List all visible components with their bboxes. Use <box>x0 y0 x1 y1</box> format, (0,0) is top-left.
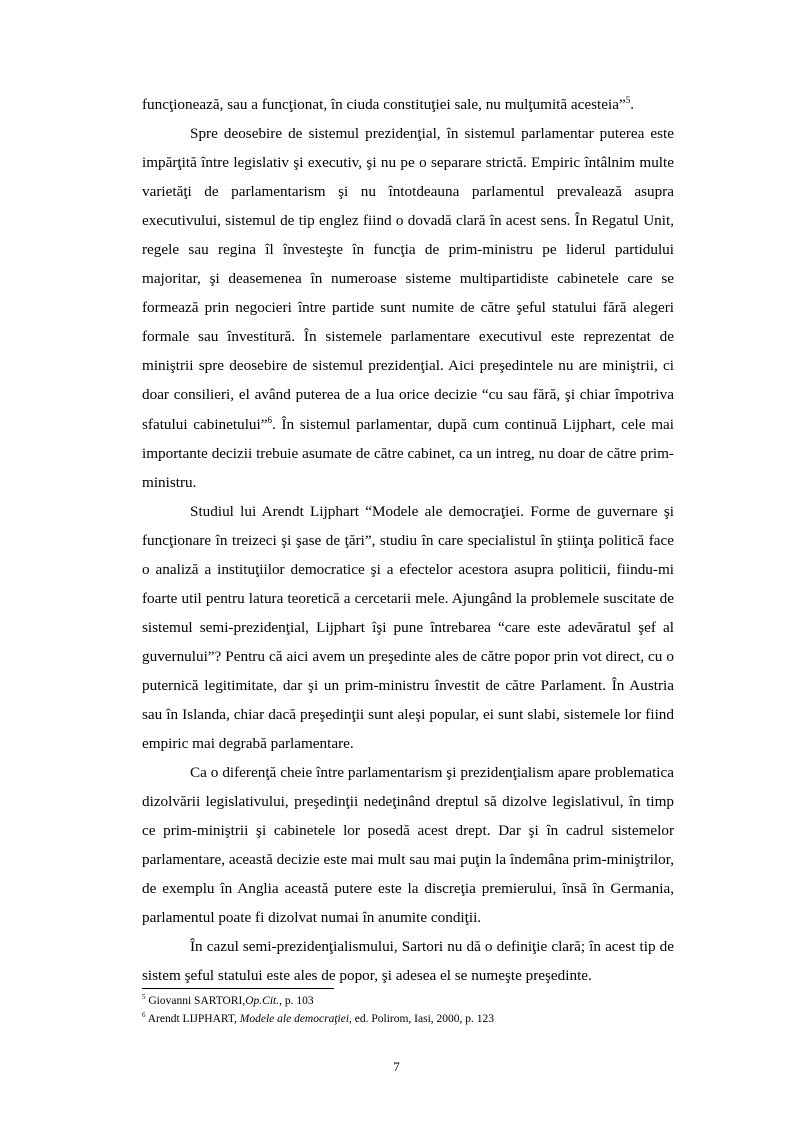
footnote-text: Arendt LIJPHART, <box>145 1013 240 1025</box>
footnote <box>142 1010 702 1028</box>
paragraph-text: Ca o diferenţă cheie între parlamentarism şi prezidenţialism apare problematica dizolvării legislativului, preşedinţii nedeţinând dreptul să dizolve legislativul, în timp ce prim-miniştrii şi cabinetele lor posedă acest drept. Dar şi în cadrul sistemelor parlamentare, această decizie este mai mult sau mai puţin la îndemâna prim-miniştrilor, de exemplu în Anglia această putere este la discreţia premierului, însă în Germania, parlamentul poate fi dizolvat numai în anumite condiţii. <box>142 764 674 927</box>
footnote-title: Modele ale democraţiei <box>239 1013 350 1025</box>
paragraph-text: . <box>630 96 635 113</box>
footnote-reference: 6 <box>267 414 272 425</box>
paragraph <box>142 119 674 497</box>
paragraph-text: Spre deosebire de sistemul prezidenţial, în sistemul parlamentar puterea este impărţită între legislativ şi executiv, şi nu pe o separare strictă. Empiric întâlnim multe varietăţi de parlamentarism şi nu întotdeauna parlamentul prevalează asupra executivului, sistemul de tip englez fiind o dovadă clară în acest sens. În Regatul Unit, regele sau regina îl învesteşte în funcţia de prim-ministru pe liderul partidului majoritar, şi deasemenea în numeroase sisteme multipartidiste cabinetele care se formează prin negocieri între partide sunt numite de către şeful statului fără alegeri formale sau învestitură. În sistemele parlamentare executivul este reprezentat de miniştrii spre deosebire de sistemul prezidenţial. Aici preşedintele nu are miniştrii, ci doar consilieri, el având puterea de a lua orice decizie “cu sau fără, şi chiar împotriva sfatului cabinetului” <box>142 125 674 433</box>
footnote-rest: , ed. Polirom, Iasi, 2000, p. 123 <box>349 1013 495 1025</box>
footnote <box>142 992 702 1010</box>
paragraph-text: În cazul semi-prezidenţialismului, Sartori nu dă o definiţie clară; în acest tip de sistem şeful statului este ales de popor, şi adesea el se numeşte preşedinte. <box>142 938 674 985</box>
footnotes <box>142 992 702 1028</box>
footnote-separator <box>142 988 334 989</box>
footnote-title: Op.Cit. <box>245 995 280 1007</box>
body-text <box>142 90 674 990</box>
footnote-text: Giovanni SARTORI, <box>145 995 246 1007</box>
paragraph <box>142 758 674 932</box>
paragraph-text: Studiul lui Arendt Lijphart “Modele ale democraţiei. Forme de guvernare şi funcţionare în treizeci şi şase de ţări”, studiu în care specialistul în ştiinţa politică face o analiză a instituţiilor democratice şi a efectelor acestora asupra politicii, fiindu-mi foarte util pentru latura teoretică a cercetarii mele. Ajungând la problemele suscitate de sistemul semi-prezidenţial, Lijphart îşi pune întrebarea “care este adevăratul şef al guvernului”? Pentru că aici avem un preşedinte ales de către popor prin vot direct, cu o puternică legitimitate, dar şi un prim-ministru învestit de către Parlament. În Austria sau în Islanda, chiar dacă preşedinţii sunt aleşi popular, ei sunt slabi, sistemele lor fiind empiric mai degrabă parlamentare. <box>142 502 674 753</box>
footnote-rest: , p. 103 <box>279 995 314 1007</box>
paragraph <box>142 932 674 990</box>
paragraph <box>142 90 674 119</box>
footnote-reference: 5 <box>625 94 631 105</box>
page-number: 7 <box>393 1059 400 1074</box>
paragraph-text: . În sistemul parlamentar, după cum continuă Lijphart, cele mai importante decizii trebuie asumate de către cabinet, ca un intreg, nu doar de către prim-ministru. <box>142 415 674 491</box>
footnote-number: 6 <box>142 1011 146 1020</box>
paragraph-text: funcţionează, sau a funcţionat, în ciuda constituţiei sale, nu mulţumită acesteia” <box>142 96 626 113</box>
paragraph <box>142 497 674 758</box>
footnote-number: 5 <box>142 993 146 1002</box>
